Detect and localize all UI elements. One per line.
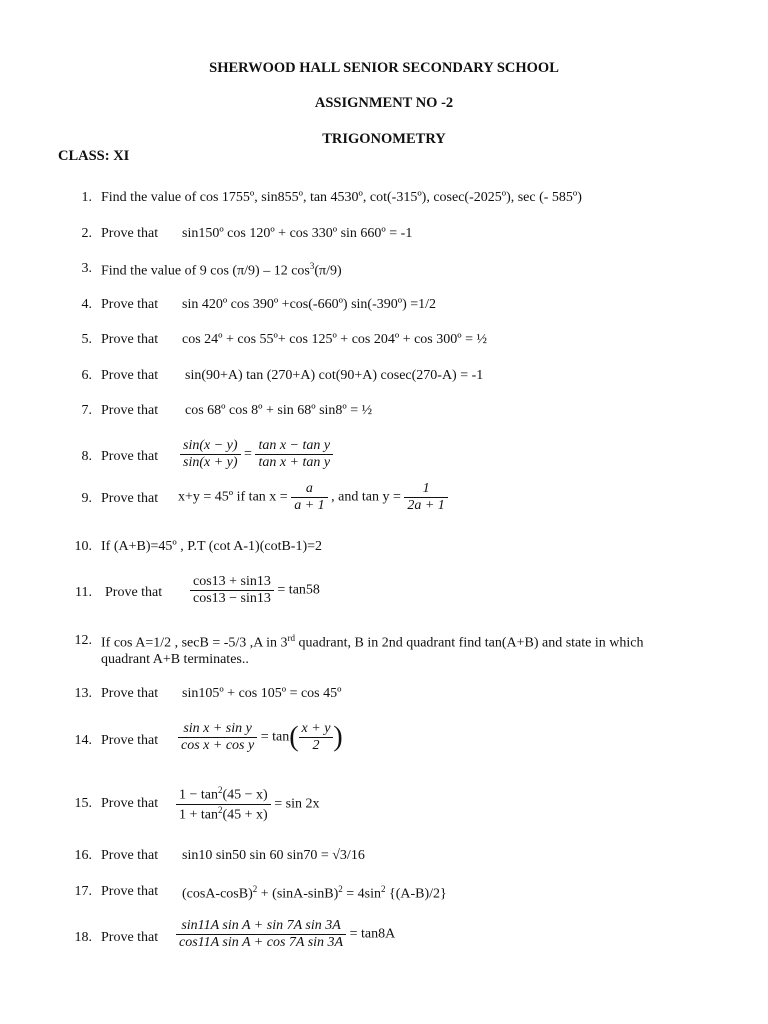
question-lead: Prove that [101, 848, 159, 863]
question-number: 13. [74, 686, 92, 701]
question-lead: Prove that [101, 297, 159, 312]
question-number: 11. [75, 585, 92, 600]
question-11-formula: $\frac{\cos 13 + \sin 13}{\cos 13 - \sin 13}$ = tan58 [190, 574, 320, 607]
class-label: CLASS: XI [58, 148, 130, 164]
question-lead: Prove that [101, 491, 159, 506]
question-expression: cos 68º cos 8º + sin 68º sin8º = ½ [185, 403, 373, 418]
question-18-formula: $\frac{\text{sin11A sin A + sin 7A sin 3A}}{\text{cos11A sin A + cos 7A sin 3A}}$ = tan8A [176, 918, 395, 951]
school-name: SHERWOOD HALL SENIOR SECONDARY SCHOOL [209, 60, 559, 76]
question-number: 12. [74, 633, 92, 648]
question-number: 10. [74, 539, 92, 554]
question-number: 16. [74, 848, 92, 863]
question-15-formula: $\frac{1 - \tan^2(45 - x)}{1 + \tan^2(45 + x)}$ = sin 2x [176, 785, 319, 823]
question-number: 15. [74, 796, 92, 811]
question-number: 9. [81, 491, 92, 506]
question-number: 18. [74, 930, 92, 945]
question-lead: Prove that [101, 226, 159, 241]
question-number: 7. [81, 403, 92, 418]
question-9-formula: x+y = 45º if tan x = $\frac{a}{a + 1}$ , and tan y = $\frac{1}{2a + 1}$ [178, 481, 448, 514]
question-number: 17. [74, 884, 92, 899]
question-lead: Prove that [101, 368, 159, 383]
subject-title: TRIGONOMETRY [322, 131, 446, 147]
question-lead: Prove that [101, 332, 159, 347]
question-number: 6. [81, 368, 92, 383]
question-expression: sin(90+A) tan (270+A) cot(90+A) cosec(270-A) = -1 [185, 368, 484, 383]
question-14-formula: $\frac{\text{sin x + sin y}}{\text{cos x + cos y}}$ = tan( $\frac{x + y}{2}$ ) [178, 721, 343, 754]
question-text: Find the value of cos 1755º, sin855º, tan 4530º, cot(-315º), cosec(-2025º), sec (- 585º) [101, 190, 582, 205]
question-expression: sin10 sin50 sin 60 sin70 = √3/16 [182, 848, 365, 863]
question-text: If (A+B)=45º , P.T (cot A-1)(cotB-1)=2 [101, 539, 323, 554]
question-text: Find the value of 9 cos (π/9) – 12 $\cos^3(\pi/9)$ [101, 261, 342, 279]
assignment-title: ASSIGNMENT NO -2 [314, 95, 454, 111]
question-8-formula: $\frac{\sin(x - y)}{\sin(x + y)}$ = $\frac{\text{tan x − tan y}}{\text{tan x + tan y}}$ [180, 438, 333, 471]
question-number: 5. [81, 332, 92, 347]
question-lead: Prove that [101, 796, 159, 811]
question-number: 2. [81, 226, 92, 241]
question-lead: Prove that [105, 585, 163, 600]
question-lead: Prove that [101, 884, 159, 899]
question-number: 14. [74, 733, 92, 748]
question-lead: Prove that [101, 733, 159, 748]
question-number: 3. [81, 261, 92, 276]
question-text: If cos A=1/2 , secB = -5/3 ,A in 3rd quadrant, B in 2nd quadrant find tan(A+B) and state in which [101, 633, 644, 651]
question-lead: Prove that [101, 449, 159, 464]
question-lead: Prove that [101, 930, 159, 945]
question-number: 1. [81, 190, 92, 205]
question-expression: cos 24º + cos 55º+ cos 125º + cos 204º + cos 300º = ½ [182, 332, 487, 347]
question-number: 4. [81, 297, 92, 312]
question-expression: sin150º cos 120º + cos 330º sin 660º = -1 [182, 226, 413, 241]
question-lead: Prove that [101, 403, 159, 418]
question-number: 8. [81, 449, 92, 464]
question-expression: $(\cos A-\cos B)^2 + (\sin A-\sin B)^2 = 4\sin^2$ {(A-B)/2} [182, 884, 447, 902]
question-lead: Prove that [101, 686, 159, 701]
question-expression: sin 420º cos 390º +cos(-660º) sin(-390º) =1/2 [182, 297, 437, 312]
question-text: quadrant A+B terminates.. [101, 652, 249, 667]
question-expression: sin105º + cos 105º = cos 45º [182, 686, 342, 701]
